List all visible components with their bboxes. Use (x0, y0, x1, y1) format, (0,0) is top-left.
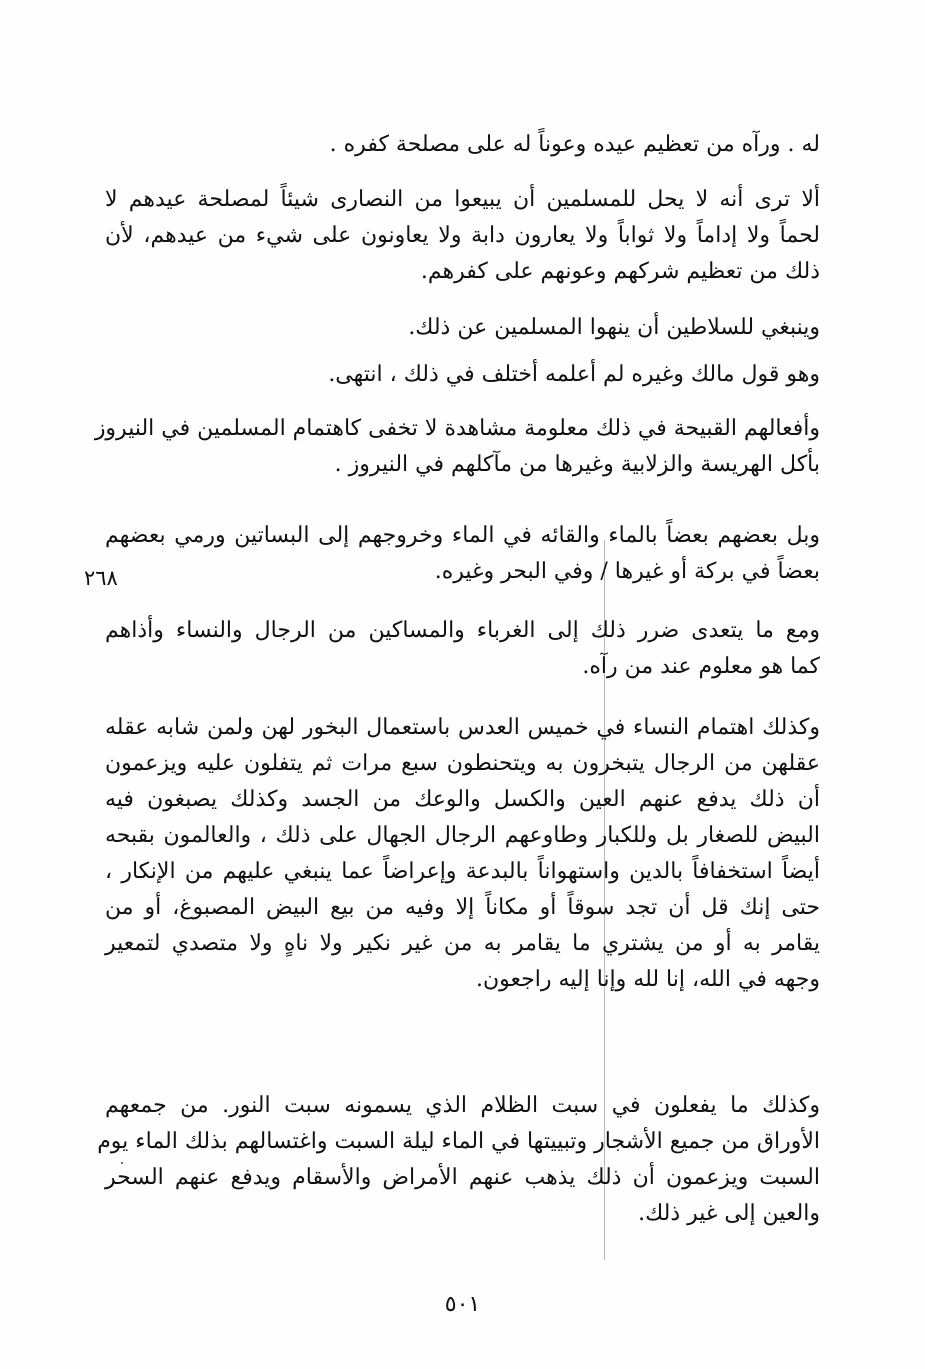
paragraph-8 (105, 710, 820, 998)
text-line: حتى إنك قل أن تجد سوقاً أو مكاناً إلا وفيه من بيع البيض المصبوغ، أو من (105, 895, 820, 920)
paragraph-5 (94, 411, 820, 483)
text-line: والعين إلى غير ذلك. (638, 1201, 820, 1226)
text-line: ذلك من تعظيم شركهم وعونهم على كفرهم. (420, 259, 820, 284)
text-line: ألا ترى أنه لا يحل للمسلمين أن يبيعوا من النصارى شيئاً لمصلحة عيدهم لا (105, 187, 821, 212)
text-line: وكذلك اهتمام النساء في خميس العدس باستعمال البخور لهن ولمن شابه عقله (105, 715, 820, 740)
text-line: كما هو معلوم عند من رآه. (582, 654, 820, 679)
paragraph-2 (105, 182, 820, 290)
text-line: بعضاً في بركة أو غيرها / وفي البحر وغيره. (434, 559, 820, 584)
text-line: وأفعالهم القبيحة في ذلك معلومة مشاهدة لا تخفى كاهتمام المسلمين في النيروز (94, 416, 820, 441)
text-line: وينبغي للسلاطين أن ينهوا المسلمين عن ذلك. (408, 315, 820, 340)
paragraph-9 (97, 1088, 820, 1232)
paragraph-3 (105, 310, 820, 346)
text-line: وجهه في الله، إنا لله وإنا إليه راجعون. (476, 967, 820, 992)
paragraph-4 (105, 357, 820, 393)
text-line: وهو قول مالك وغيره لم أعلمه أختلف في ذلك ، انتهى. (328, 362, 820, 387)
paragraph-1 (105, 127, 820, 163)
text-line: يقامر به أو من يشتري ما يقامر به من غير نكير ولا ناهٍ ولا متصدي لتمعير (105, 931, 820, 956)
text-line: البيض للصغار بل وللكبار وطاوعهم الرجال الجهال على ذلك ، والعالمون بقبحه (105, 823, 820, 848)
text-line: أيضاً استخفافاً بالدين واستهواناً بالبدعة وإعراضاً عما ينبغي عليهم من الإنكار ، (105, 859, 820, 884)
text-line: له . ورآه من تعظيم عيده وعوناً له على مصلحة كفره . (329, 132, 820, 157)
text-line: بأكل الهريسة والزلابية وغيرها من مآكلهم في النيروز . (334, 452, 820, 477)
text-line: عقلهن من الرجال يتبخرون به ويتحنطون سبع مرات ثم يتفلون عليه ويزعمون (105, 751, 820, 776)
paragraph-7 (105, 613, 820, 685)
page-number: ٥٠١ (444, 1292, 481, 1317)
text-line: أن ذلك يدفع عنهم العين والكسل والوعك من الجسد وكذلك يصبغون فيه (105, 787, 820, 812)
paragraph-6 (105, 518, 820, 590)
text-line: وبل بعضهم بعضاً بالماء والقائه في الماء وخروجهم إلى البساتين ورمي بعضهم (105, 523, 820, 548)
text-line: ومع ما يتعدى ضرر ذلك إلى الغرباء والمساكين من الرجال والنساء وأذاهم (105, 618, 820, 643)
text-line: الأوراق من جميع الأشجار وتبييتها في الماء ليلة السبت واغتسالهم بذلك الماء يوم (97, 1129, 820, 1154)
text-line: لحماً ولا إداماً ولا ثواباً ولا يعارون دابة ولا يعاونون على شيء من عيدهم، لأن (105, 223, 820, 248)
margin-folio-number: ٢٦٨ (84, 566, 118, 590)
text-line: وكذلك ما يفعلون في سبت الظلام الذي يسمونه سبت النور. من جمعهم (105, 1093, 820, 1118)
text-line: السبت ويزعمون أن ذلك يذهب عنهم الأمراض والأسقام ويدفع عنهم السحر (105, 1165, 820, 1190)
